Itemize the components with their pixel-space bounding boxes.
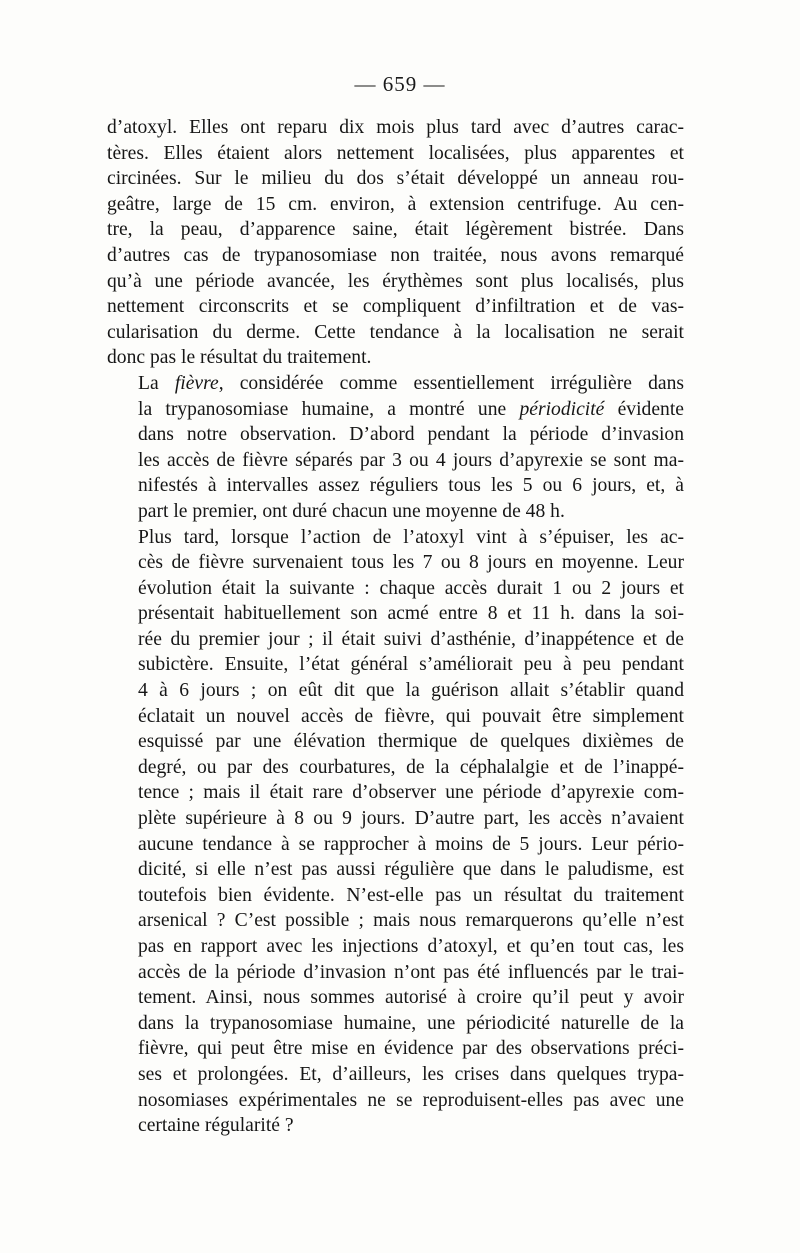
text-line: subictère. Ensuite, l’état général s’améliorait peu à peu pendant — [138, 654, 684, 676]
text-line: fièvre, qui peut être mise en évidence par des observations préci- — [138, 1038, 684, 1060]
text-line: les accès de fièvre séparés par 3 ou 4 jours d’apyrexie se sont ma- — [138, 449, 684, 471]
text-line: nifestés à intervalles assez réguliers tous les 5 ou 6 jours, et, à — [138, 475, 684, 497]
text-line: pas en rapport avec les injections d’atoxyl, et qu’en tout cas, les — [138, 936, 684, 957]
text-line: 4 à 6 jours ; on eût dit que la guérison allait s’établir quand — [138, 680, 684, 702]
text-line: accès de la période d’invasion n’ont pas été influencés par le trai- — [138, 961, 684, 983]
paragraph-1 — [107, 115, 684, 371]
emphasized-term: périodicité — [519, 398, 605, 420]
text-line: esquissé par une élévation thermique de quelques dixièmes de — [138, 731, 684, 753]
text-line: nettement circonscrits et se compliquent d’infiltration et de vas- — [107, 296, 684, 318]
text-line: tères. Elles étaient alors nettement localisées, plus apparentes et — [107, 142, 684, 164]
text-line: qu’à une période avancée, les érythèmes sont plus localisés, plus — [107, 270, 684, 292]
text-line: rée du premier jour ; il était suivi d’asthénie, d’inappétence et de — [138, 628, 684, 650]
text-line: degré, ou par des courbatures, de la céphalalgie et de l’inappé- — [138, 756, 684, 778]
text-line: plète supérieure à 8 ou 9 jours. D’autre part, les accès n’avaient — [138, 808, 684, 830]
text-line: éclatait un nouvel accès de fièvre, qui pouvait être simplement — [138, 705, 684, 727]
text-line: ses et prolongées. Et, d’ailleurs, les crises dans quelques trypa- — [138, 1063, 684, 1085]
emphasized-term: fièvre — [174, 372, 219, 394]
text-line: d’atoxyl. Elles ont reparu dix mois plus tard avec d’autres carac- — [107, 117, 684, 138]
body-text — [107, 115, 684, 1139]
page-number: — 659 — — [354, 72, 446, 96]
text-line: cularisation du derme. Cette tendance à la localisation ne serait — [107, 321, 684, 343]
text-line: aucune tendance à se rapprocher à moins de 5 jours. Leur pério- — [138, 833, 684, 855]
text-line: tement. Ainsi, nous sommes autorisé à croire qu’il peut y avoir — [138, 987, 684, 1009]
text-line: dicité, si elle n’est pas aussi régulière que dans le paludisme, est — [138, 859, 684, 881]
text-line: nosomiases expérimentales ne se reproduisent-elles pas avec une — [138, 1089, 684, 1111]
text-line: présentait habituellement son acmé entre 8 et 11 h. dans la soi- — [138, 603, 684, 625]
text-line: donc pas le résultat du traitement. — [107, 347, 372, 369]
paragraph-2 — [107, 371, 684, 525]
text-line: part le premier, ont duré chacun une moyenne de 48 h. — [138, 500, 565, 522]
text-line: tre, la peau, d’apparence saine, était légèrement bistrée. Dans — [107, 219, 684, 241]
text-line: circinées. Sur le milieu du dos s’était développé un anneau rou- — [107, 168, 684, 190]
text-line: toutefois bien évidente. N’est-elle pas un résultat du traitement — [138, 884, 684, 906]
text-line: cès de fièvre survenaient tous les 7 ou 8 jours en moyenne. Leur — [138, 552, 684, 574]
text-line: évolution était la suivante : chaque accès durait 1 ou 2 jours et — [138, 577, 684, 599]
text-line: arsenical ? C’est possible ; mais nous remarquerons qu’elle n’est — [138, 910, 684, 932]
text-line: tence ; mais il était rare d’observer une période d’apyrexie com- — [138, 782, 684, 804]
text-line: La fièvre, considérée comme essentiellement irrégulière dans — [138, 372, 684, 394]
text-line: Plus tard, lorsque l’action de l’atoxyl vint à s’épuiser, les ac- — [138, 526, 684, 548]
text-line: la trypanosomiase humaine, a montré une périodicité évidente — [138, 398, 684, 420]
text-line: dans notre observation. D’abord pendant la période d’invasion — [138, 424, 684, 446]
text-line: dans la trypanosomiase humaine, une périodicité naturelle de la — [138, 1012, 684, 1034]
text-line: certaine régularité ? — [138, 1115, 294, 1137]
paragraph-3 — [107, 525, 684, 1139]
text-line: d’autres cas de trypanosomiase non traitée, nous avons remarqué — [107, 244, 684, 266]
text-line: geâtre, large de 15 cm. environ, à extension centrifuge. Au cen- — [107, 193, 684, 215]
